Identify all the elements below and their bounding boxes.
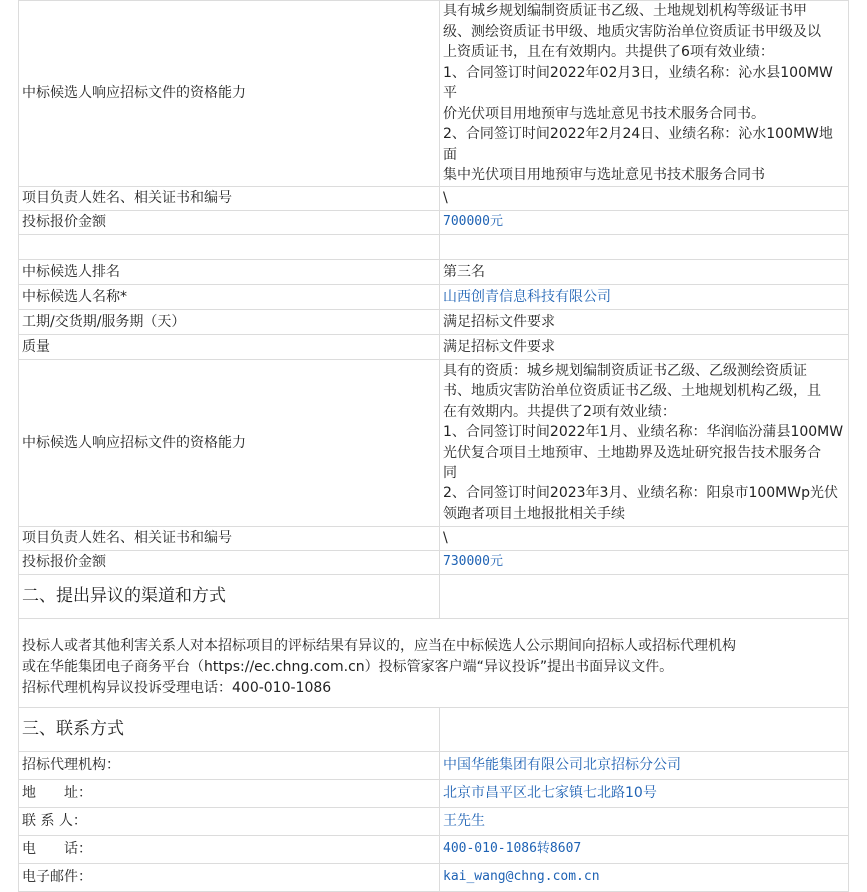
bid-price-value: 730000元 [440, 550, 849, 574]
table-row [19, 259, 849, 284]
qualification-line: 2、合同签订时间2022年2月24日、业绩名称：沁水100MW地面 [443, 126, 833, 163]
qualification-line: 1、合同签订时间2022年1月、业绩名称：华润临汾蒲县100MW [443, 424, 844, 441]
table-row [19, 186, 849, 210]
email-label: 电子邮件： [19, 863, 440, 891]
qualification-line: 具有的资质：城乡规划编制资质证书乙级、乙级测绘资质证 [443, 362, 807, 379]
bid-price-value: 700000元 [440, 210, 849, 234]
table-row [19, 334, 849, 359]
table-row [19, 779, 849, 807]
period-value: 满足招标文件要求 [440, 309, 849, 334]
objection-line: 或在华能集团电子商务平台（https://ec.chng.com.cn）投标管家客户端“异议投诉”提出书面异议文件。 [22, 659, 674, 675]
table-row [19, 550, 849, 574]
candidate-name-label: 中标候选人名称* [19, 284, 440, 309]
section-heading-row [19, 707, 849, 751]
agency-label: 招标代理机构： [19, 751, 440, 779]
phone-value: 400-010-1086转8607 [440, 835, 849, 863]
qualification-value [440, 1, 849, 187]
project-manager-label: 项目负责人姓名、相关证书和编号 [19, 186, 440, 210]
qualification-label: 中标候选人响应招标文件的资格能力 [19, 1, 440, 187]
qualification-line: 在有效期内。共提供了2项有效业绩： [443, 403, 676, 420]
qualification-line: 级、测绘资质证书甲级、地质灾害防治单位资质证书甲级及以 [443, 23, 821, 40]
table-row [19, 210, 849, 234]
qualification-line: 书、地质灾害防治单位资质证书乙级、土地规划机构乙级，且 [443, 383, 821, 400]
qualification-line: 上资质证书，且在有效期内。共提供了6项有效业绩： [443, 44, 774, 60]
phone-label: 电 话： [19, 835, 440, 863]
qualification-line: 同 [443, 464, 457, 481]
qualification-line: 光伏复合项目土地预审、土地勘界及选址研究报告技术服务合 [443, 444, 821, 461]
rank-value: 第三名 [440, 259, 849, 284]
table-row [19, 284, 849, 309]
quality-label: 质量 [19, 334, 440, 359]
table-row [19, 751, 849, 779]
project-manager-value: \ [440, 186, 849, 210]
email-value[interactable]: kai_wang@chng.com.cn [440, 863, 849, 891]
agency-value: 中国华能集团有限公司北京招标分公司 [440, 751, 849, 779]
project-manager-label: 项目负责人姓名、相关证书和编号 [19, 526, 440, 550]
qualification-label: 中标候选人响应招标文件的资格能力 [19, 359, 440, 526]
qualification-line: 价光伏项目用地预审与选址意见书技术服务合同书。 [443, 105, 765, 122]
qualification-line: 具有城乡规划编制资质证书乙级、土地规划机构等级证书甲 [443, 3, 807, 19]
table-row [19, 835, 849, 863]
table-row [19, 807, 849, 835]
bid-result-table [18, 0, 849, 892]
objection-line: 招标代理机构异议投诉受理电话：400-010-1086 [22, 680, 332, 696]
rank-label: 中标候选人排名 [19, 259, 440, 284]
section-heading-row [19, 574, 849, 618]
qualification-line: 集中光伏项目用地预审与选址意见书技术服务合同书 [443, 167, 765, 183]
objection-heading: 二、提出异议的渠道和方式 [19, 574, 440, 618]
qualification-line: 1、合同签订时间2022年02月3日，业绩名称：沁水县100MW平 [443, 64, 833, 101]
quality-value: 满足招标文件要求 [440, 334, 849, 359]
contact-person-label: 联 系 人： [19, 807, 440, 835]
table-row [19, 863, 849, 891]
objection-line: 投标人或者其他利害关系人对本招标项目的评标结果有异议的，应当在中标候选人公示期间向招标人或招标代理机构 [22, 638, 736, 654]
project-manager-value: \ [440, 526, 849, 550]
qualification-line: 2、合同签订时间2023年3月、业绩名称：阳泉市100MWp光伏 [443, 485, 838, 502]
contact-person-value: 王先生 [440, 807, 849, 835]
bid-price-label: 投标报价金额 [19, 210, 440, 234]
qualification-line: 领跑者项目土地报批相关手续 [443, 505, 625, 522]
contact-heading: 三、联系方式 [19, 707, 440, 751]
candidate-name-value: 山西创青信息科技有限公司 [440, 284, 849, 309]
address-value: 北京市昌平区北七家镇七北路10号 [440, 779, 849, 807]
table-row [19, 309, 849, 334]
objection-text [19, 618, 849, 707]
period-label: 工期/交货期/服务期（天） [19, 309, 440, 334]
table-row [19, 618, 849, 707]
bid-price-label: 投标报价金额 [19, 550, 440, 574]
address-label: 地 址： [19, 779, 440, 807]
table-row [19, 359, 849, 526]
qualification-value [440, 359, 849, 526]
table-row [19, 526, 849, 550]
spacer-row [19, 234, 849, 259]
table-row [19, 1, 849, 187]
